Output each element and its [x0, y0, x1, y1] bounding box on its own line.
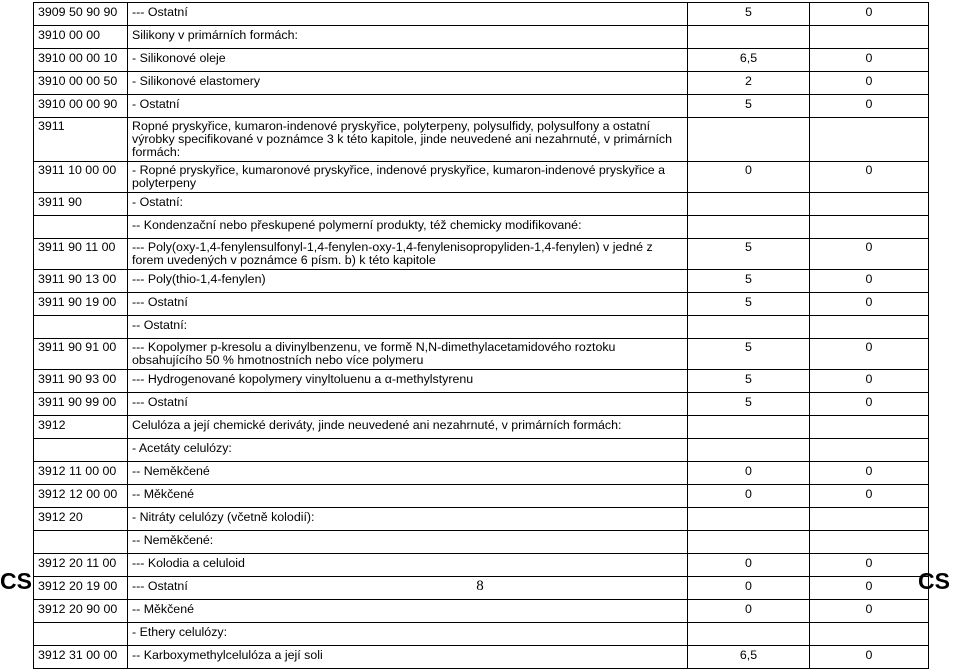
description-cell: --- Ostatní	[128, 3, 688, 26]
duty-rate-cell: 2	[688, 72, 810, 95]
footer-language-left: CS	[0, 568, 32, 594]
table-row	[34, 462, 929, 485]
description-cell: -- Měkčené	[128, 485, 688, 508]
table-row	[34, 72, 929, 95]
duty-rate-cell: 6,5	[688, 49, 810, 72]
tariff-code-cell: 3912 20 90 00	[34, 600, 128, 623]
duty-rate-second-cell: 0	[810, 646, 929, 669]
duty-rate-cell: 5	[688, 370, 810, 393]
tariff-code-cell: 3911 90 99 00	[34, 393, 128, 416]
duty-rate-second-cell	[810, 416, 929, 439]
duty-rate-second-cell	[810, 531, 929, 554]
table-row	[34, 26, 929, 49]
table-row	[34, 216, 929, 239]
table-row	[34, 646, 929, 669]
tariff-code-cell: 3909 50 90 90	[34, 3, 128, 26]
table-row	[34, 554, 929, 577]
tariff-code-cell: 3911 90	[34, 193, 128, 216]
description-cell: -- Ostatní:	[128, 316, 688, 339]
duty-rate-second-cell	[810, 118, 929, 162]
table-row	[34, 339, 929, 370]
duty-rate-cell	[688, 416, 810, 439]
tariff-code-cell: 3911 10 00 00	[34, 162, 128, 193]
description-cell: --- Kolodia a celuloid	[128, 554, 688, 577]
table-row	[34, 316, 929, 339]
tariff-code-cell: 3910 00 00 90	[34, 95, 128, 118]
duty-rate-cell: 5	[688, 293, 810, 316]
table-row	[34, 193, 929, 216]
duty-rate-second-cell	[810, 508, 929, 531]
description-cell: Ropné pryskyřice, kumaron-indenové pryskyřice, polyterpeny, polysulfidy, polysulfony a ostatní výrobky specifikované v poznámce 3 k této kapitole, jinde neuvedené ani nezahrnuté, v primárních formách:	[128, 118, 688, 162]
duty-rate-cell: 0	[688, 600, 810, 623]
description-cell: --- Ostatní	[128, 293, 688, 316]
duty-rate-second-cell: 0	[810, 162, 929, 193]
tariff-code-cell: 3912 11 00 00	[34, 462, 128, 485]
tariff-code-cell: 3912 20 11 00	[34, 554, 128, 577]
duty-rate-second-cell: 0	[810, 554, 929, 577]
description-cell: Silikony v primárních formách:	[128, 26, 688, 49]
tariff-code-cell: 3911 90 11 00	[34, 239, 128, 270]
duty-rate-second-cell	[810, 623, 929, 646]
duty-rate-second-cell: 0	[810, 95, 929, 118]
duty-rate-cell: 5	[688, 3, 810, 26]
duty-rate-second-cell	[810, 439, 929, 462]
description-cell: --- Ostatní	[128, 393, 688, 416]
table-row	[34, 118, 929, 162]
duty-rate-cell: 0	[688, 485, 810, 508]
tariff-code-cell: 3912 20 19 00	[34, 577, 128, 600]
description-cell: Celulóza a její chemické deriváty, jinde neuvedené ani nezahrnuté, v primárních formách:	[128, 416, 688, 439]
table-row	[34, 439, 929, 462]
description-cell: -- Kondenzační nebo přeskupené polymerní produkty, též chemicky modifikované:	[128, 216, 688, 239]
duty-rate-cell: 5	[688, 95, 810, 118]
description-cell: -- Neměkčené:	[128, 531, 688, 554]
tariff-code-cell	[34, 216, 128, 239]
table-row	[34, 95, 929, 118]
tariff-code-cell	[34, 531, 128, 554]
duty-rate-second-cell: 0	[810, 600, 929, 623]
table-row	[34, 600, 929, 623]
description-cell: - Ostatní	[128, 95, 688, 118]
duty-rate-cell: 0	[688, 577, 810, 600]
description-cell: --- Ostatní	[128, 577, 688, 600]
duty-rate-second-cell: 0	[810, 293, 929, 316]
duty-rate-second-cell	[810, 216, 929, 239]
duty-rate-second-cell: 0	[810, 577, 929, 600]
duty-rate-second-cell	[810, 193, 929, 216]
tariff-code-cell: 3912 31 00 00	[34, 646, 128, 669]
tariff-table	[33, 2, 929, 669]
description-cell: - Ropné pryskyřice, kumaronové pryskyřice, indenové pryskyřice, kumaron-indenové pryskyřice a polyterpeny	[128, 162, 688, 193]
duty-rate-cell: 6,5	[688, 646, 810, 669]
tariff-code-cell: 3911 90 19 00	[34, 293, 128, 316]
description-cell: --- Kopolymer p-kresolu a divinylbenzenu, ve formě N,N-dimethylacetamidového roztoku obsahujícího 50 % hmotnostních nebo více polymeru	[128, 339, 688, 370]
description-cell: - Nitráty celulózy (včetně kolodií):	[128, 508, 688, 531]
duty-rate-cell	[688, 508, 810, 531]
table-row	[34, 508, 929, 531]
duty-rate-second-cell: 0	[810, 270, 929, 293]
description-cell: --- Poly(oxy-1,4-fenylensulfonyl-1,4-fenylen-oxy-1,4-fenylenisopropyliden-1,4-fenylen) v jedné z forem uvedených v poznámce 6 písm. b) k této kapitole	[128, 239, 688, 270]
table-row	[34, 162, 929, 193]
table-row	[34, 3, 929, 26]
table-row	[34, 239, 929, 270]
table-row	[34, 393, 929, 416]
duty-rate-second-cell: 0	[810, 485, 929, 508]
table-row	[34, 49, 929, 72]
description-cell: - Acetáty celulózy:	[128, 439, 688, 462]
tariff-code-cell: 3912	[34, 416, 128, 439]
duty-rate-second-cell: 0	[810, 72, 929, 95]
tariff-code-cell: 3911	[34, 118, 128, 162]
duty-rate-second-cell	[810, 26, 929, 49]
duty-rate-second-cell: 0	[810, 393, 929, 416]
duty-rate-second-cell: 0	[810, 370, 929, 393]
tariff-code-cell: 3912 20	[34, 508, 128, 531]
table-row	[34, 416, 929, 439]
page-number: 8	[476, 578, 484, 594]
duty-rate-cell: 5	[688, 239, 810, 270]
table-row	[34, 270, 929, 293]
duty-rate-cell: 5	[688, 339, 810, 370]
description-cell: -- Neměkčené	[128, 462, 688, 485]
duty-rate-cell: 5	[688, 270, 810, 293]
footer-language-right: CS	[918, 568, 950, 594]
duty-rate-cell: 5	[688, 393, 810, 416]
description-cell: - Silikonové elastomery	[128, 72, 688, 95]
tariff-code-cell: 3911 90 13 00	[34, 270, 128, 293]
tariff-code-cell	[34, 623, 128, 646]
duty-rate-second-cell: 0	[810, 3, 929, 26]
description-cell: --- Poly(thio-1,4-fenylen)	[128, 270, 688, 293]
duty-rate-cell	[688, 623, 810, 646]
description-cell: - Silikonové oleje	[128, 49, 688, 72]
duty-rate-cell: 0	[688, 162, 810, 193]
description-cell: --- Hydrogenované kopolymery vinyltoluenu a α-methylstyrenu	[128, 370, 688, 393]
description-cell: - Ostatní:	[128, 193, 688, 216]
duty-rate-cell: 0	[688, 462, 810, 485]
table-row	[34, 485, 929, 508]
duty-rate-second-cell: 0	[810, 339, 929, 370]
tariff-code-cell: 3911 90 93 00	[34, 370, 128, 393]
duty-rate-second-cell: 0	[810, 239, 929, 270]
description-cell: -- Měkčené	[128, 600, 688, 623]
table-row	[34, 531, 929, 554]
duty-rate-cell: 0	[688, 554, 810, 577]
duty-rate-second-cell	[810, 316, 929, 339]
duty-rate-cell	[688, 26, 810, 49]
duty-rate-cell	[688, 439, 810, 462]
tariff-code-cell: 3910 00 00 10	[34, 49, 128, 72]
duty-rate-cell	[688, 316, 810, 339]
description-cell: -- Karboxymethylcelulóza a její soli	[128, 646, 688, 669]
description-cell: - Ethery celulózy:	[128, 623, 688, 646]
table-row	[34, 293, 929, 316]
duty-rate-cell	[688, 531, 810, 554]
tariff-code-cell: 3911 90 91 00	[34, 339, 128, 370]
table-row	[34, 370, 929, 393]
duty-rate-cell	[688, 118, 810, 162]
tariff-code-cell: 3910 00 00 50	[34, 72, 128, 95]
tariff-code-cell	[34, 316, 128, 339]
tariff-code-cell	[34, 439, 128, 462]
duty-rate-second-cell: 0	[810, 462, 929, 485]
duty-rate-cell	[688, 193, 810, 216]
tariff-code-cell: 3910 00 00	[34, 26, 128, 49]
duty-rate-cell	[688, 216, 810, 239]
table-row	[34, 623, 929, 646]
tariff-code-cell: 3912 12 00 00	[34, 485, 128, 508]
duty-rate-second-cell: 0	[810, 49, 929, 72]
